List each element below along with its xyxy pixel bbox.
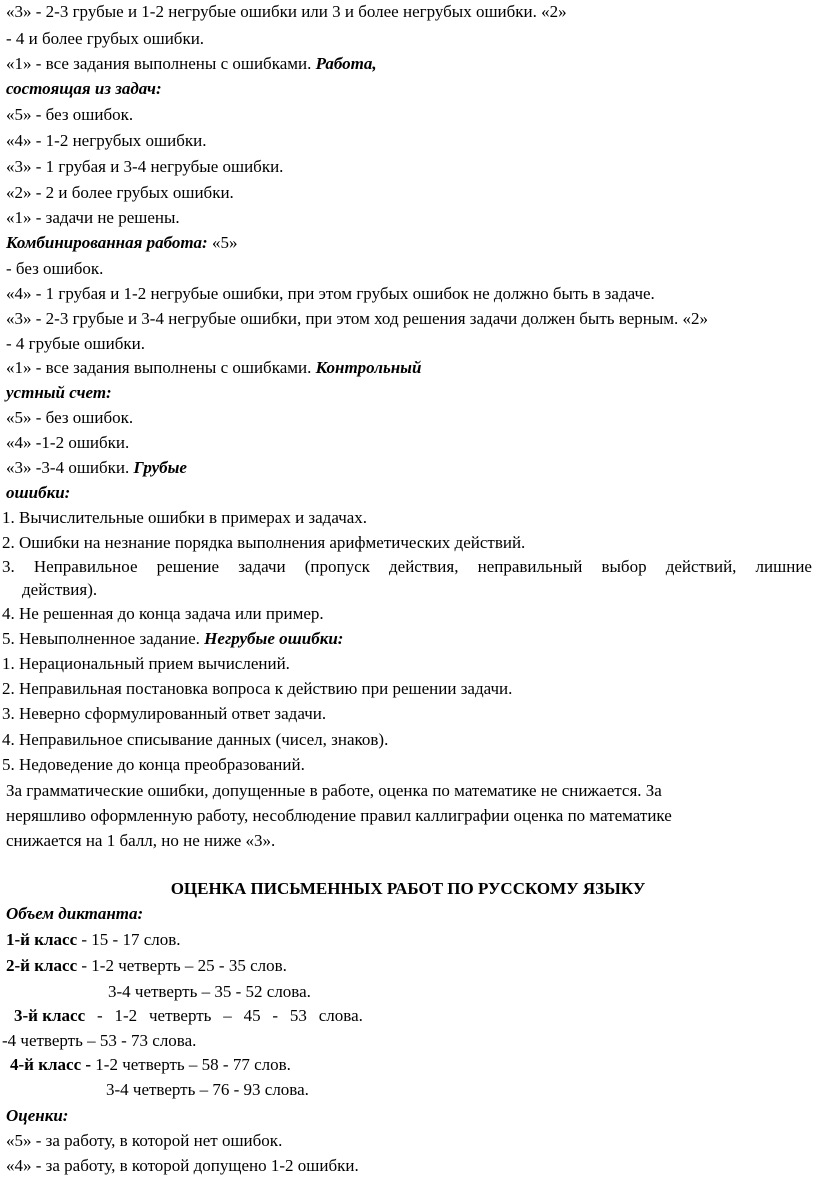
math-written-grade2-line — [6, 29, 204, 49]
oral-heading-part2: устный счет: — [6, 383, 112, 402]
text-run: задачи — [238, 557, 286, 576]
text-run: - 4 и более грубых ошибки. — [6, 29, 205, 48]
tasks-grade1: «1» - задачи не решены. — [6, 208, 180, 227]
text-run: решение — [156, 557, 220, 576]
combined-grade1-line — [6, 358, 421, 378]
oral-grade3-line — [6, 458, 187, 478]
text-run: - — [272, 1006, 279, 1025]
oral-grade4: «4» -1-2 ошибки. — [6, 433, 130, 452]
combined-heading: Комбинированная работа: — [6, 233, 208, 252]
text-run: «3» -3-4 ошибки. — [6, 458, 130, 477]
text-run: слова. — [318, 1006, 363, 1025]
grade1-volume — [6, 930, 181, 950]
combined-grade2-line: - 4 грубые ошибки. — [6, 334, 145, 353]
grade2-volume — [6, 956, 287, 976]
mark-5: «5» - за работу, в которой нет ошибок. — [6, 1131, 283, 1150]
text-run: Неправильное — [33, 557, 138, 576]
text-run: 53 — [289, 1006, 307, 1025]
gross-error-item-3-continuation: действия). — [22, 580, 98, 599]
combined-grade5-text: - без ошибок. — [6, 259, 104, 278]
russian-section-title: ОЦЕНКА ПИСЬМЕННЫХ РАБОТ ПО РУССКОМУ ЯЗЫКУ — [170, 879, 646, 898]
math-written-grade3-line — [6, 2, 567, 22]
math-note-line: снижается на 1 балл, но не ниже «3». — [6, 831, 276, 850]
text-run: - — [96, 1006, 103, 1025]
minor-error-item: 2. Неправильная постановка вопроса к действию при решении задачи. — [2, 679, 513, 698]
gross-error-item: 4. Не решенная до конца задача или пример. — [2, 604, 324, 623]
grade4-volume — [10, 1055, 291, 1075]
text-run: - 1-2 четверть – 25 - 35 слов. — [77, 956, 287, 975]
text-run: «1» - все задания выполнены с ошибками. — [6, 54, 312, 73]
dictation-volume-heading: Объем диктанта: — [6, 904, 144, 923]
text-run: 4-й класс - — [10, 1055, 92, 1074]
text-run: действий, — [665, 557, 737, 576]
text-run: лишние — [755, 557, 812, 576]
grade2-volume-line2: 3-4 четверть – 35 - 52 слова. — [108, 982, 311, 1001]
text-run: 5. Невыполненное задание. — [2, 629, 200, 648]
text-run: 2-й класс — [6, 956, 78, 975]
text-run: неправильный — [477, 557, 583, 576]
minor-error-item: 3. Неверно сформулированный ответ задачи. — [2, 704, 327, 723]
minor-error-item: 4. Неправильное списывание данных (чисел, знаков). — [2, 730, 389, 749]
tasks-grade5: «5» - без ошибок. — [6, 105, 134, 124]
text-run: 3. — [2, 557, 15, 576]
gross-error-item-5-line — [2, 629, 343, 649]
text-run: (пропуск — [304, 557, 370, 576]
text-run: 1-2 четверть – 58 - 77 слов. — [91, 1055, 291, 1074]
minor-errors-heading: Негрубые ошибки: — [204, 629, 344, 648]
minor-error-item: 5. Недоведение до конца преобразований. — [2, 755, 305, 774]
math-note-line: За грамматические ошибки, допущенные в работе, оценка по математике не снижается. За — [6, 781, 662, 800]
grade4-volume-line2: 3-4 четверть – 76 - 93 слова. — [106, 1080, 309, 1099]
gross-errors-heading-part2: ошибки: — [6, 483, 71, 502]
text-run: четверть — [148, 1006, 212, 1025]
combined-grade4: «4» - 1 грубая и 1-2 негрубые ошибки, при этом грубых ошибок не должно быть в задаче. — [6, 284, 655, 303]
gross-error-item: 1. Вычислительные ошибки в примерах и задачах. — [2, 508, 368, 527]
text-run: действия, — [389, 557, 459, 576]
tasks-grade3: «3» - 1 грубая и 3-4 негрубые ошибки. — [6, 157, 284, 176]
grade3-volume-line2: -4 четверть – 53 - 73 слова. — [2, 1031, 197, 1050]
tasks-grade2: «2» - 2 и более грубых ошибки. — [6, 183, 234, 202]
combined-heading-line — [6, 233, 237, 253]
gross-errors-heading-part1: Грубые — [133, 458, 187, 477]
text-run: 45 — [243, 1006, 261, 1025]
mark-4: «4» - за работу, в которой допущено 1-2 ошибки. — [6, 1156, 359, 1175]
tasks-heading-part2: состоящая из задач: — [6, 79, 162, 98]
text-run: «1» - все задания выполнены с ошибками. — [6, 358, 312, 377]
tasks-grade4: «4» - 1-2 негрубых ошибки. — [6, 131, 207, 150]
text-run: «3» - 2-3 грубые и 1-2 негрубые ошибки или 3 и более негрубых ошибки. «2» — [6, 2, 567, 21]
tasks-heading-part1: Работа, — [315, 54, 377, 73]
text-run: 3-й класс — [14, 1006, 86, 1025]
math-note-line: неряшливо оформленную работу, несоблюдение правил каллиграфии оценка по математике — [6, 806, 672, 825]
oral-grade5: «5» - без ошибок. — [6, 408, 134, 427]
gross-error-item: 2. Ошибки на незнание порядка выполнения арифметических действий. — [2, 533, 526, 552]
text-run: – — [223, 1006, 232, 1025]
text-run: «5» — [211, 233, 238, 252]
text-run: 1-2 — [114, 1006, 138, 1025]
grade3-volume — [14, 1006, 363, 1026]
text-run: - 15 - 17 слов. — [77, 930, 181, 949]
math-written-grade1-line — [6, 54, 377, 74]
text-run: выбор — [601, 557, 647, 576]
gross-error-item-3 — [2, 557, 812, 577]
marks-heading: Оценки: — [6, 1106, 69, 1125]
minor-error-item: 1. Нерациональный прием вычислений. — [2, 654, 290, 673]
text-run: 1-й класс — [6, 930, 78, 949]
combined-grade3-line: «3» - 2-3 грубые и 3-4 негрубые ошибки, при этом ход решения задачи должен быть верным. «2» — [6, 309, 709, 328]
oral-heading-part1: Контрольный — [315, 358, 422, 377]
